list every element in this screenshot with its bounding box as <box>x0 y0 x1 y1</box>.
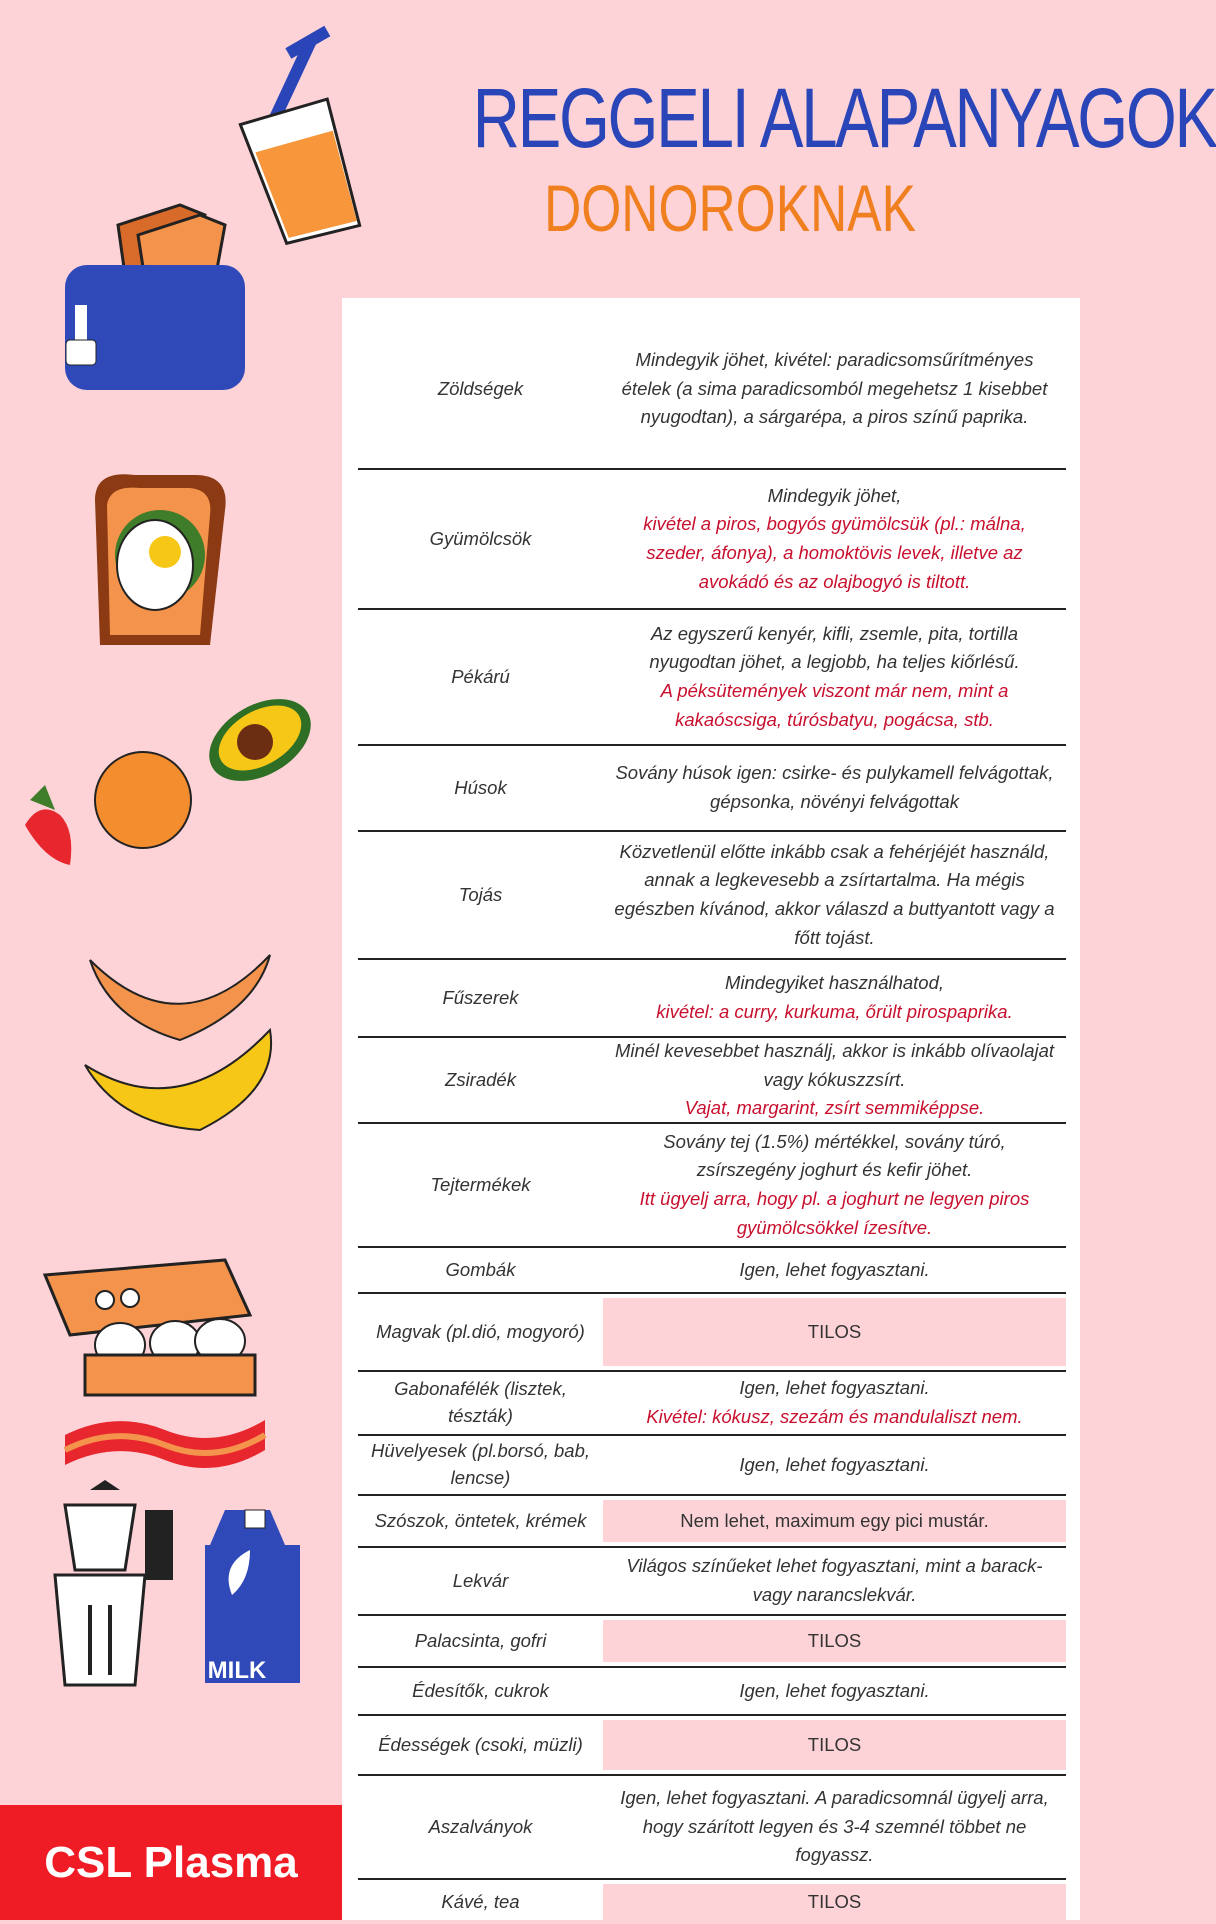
table-row <box>358 1548 1066 1616</box>
row-category: Édesítők, cukrok <box>412 1679 549 1701</box>
milk-carton-illustration <box>190 1505 305 1685</box>
row-description <box>603 1776 1066 1878</box>
row-description <box>603 1436 1066 1494</box>
row-description <box>603 470 1066 608</box>
table-row <box>358 310 1066 470</box>
row-text: Mindegyik jöhet, <box>767 484 902 506</box>
row-description <box>603 1298 1066 1366</box>
row-description <box>603 1720 1066 1770</box>
row-text: Igen, lehet fogyasztani. A paradicsomnál ügyelj arra, hogy szárított legyen és 3-4 szemnél többet ne fogyassz. <box>620 1786 1049 1866</box>
row-category: Aszalványok <box>428 1815 533 1837</box>
row-text: TILOS <box>807 1320 862 1342</box>
row-text: Mindegyiket használhatod, <box>724 972 945 994</box>
row-category: Palacsinta, gofri <box>414 1629 547 1651</box>
row-text: Nem lehet, maximum egy pici mustár. <box>680 1509 989 1531</box>
table-row <box>358 1880 1066 1924</box>
row-text: Igen, lehet fogyasztani. <box>739 1679 930 1701</box>
row-category: Tejtermékek <box>430 1173 531 1195</box>
row-description <box>603 1884 1066 1920</box>
table-row <box>358 1294 1066 1372</box>
table-row <box>358 1248 1066 1294</box>
milk-carton-label: MILK <box>207 1657 267 1684</box>
row-description <box>603 1500 1066 1542</box>
table-row <box>358 1616 1066 1668</box>
brand-logo: CSL Plasma <box>0 1805 342 1920</box>
row-category: Pékárú <box>451 665 510 687</box>
row-warning: kivétel: a curry, kurkuma, őrült pirospaprika. <box>656 1001 1013 1022</box>
row-text: Mindegyik jöhet, kivétel: paradicsomsűrítményes ételek (a sima paradicsomból megehetsz 1 kisebbet nyugodtan), a sárgarépa, a piros színű paprika. <box>621 348 1048 428</box>
row-text: TILOS <box>807 1733 862 1755</box>
row-category: Gabonafélék (lisztek, tészták) <box>394 1378 567 1426</box>
row-category: Gyümölcsök <box>429 527 532 549</box>
row-text: Közvetlenül előtte inkább csak a fehérjéjét használd, annak a legkevesebb a zsírtartalma. Ha mégis egészben kívánod, akkor válaszd a buttyantott vagy a főtt tojást. <box>614 840 1055 948</box>
table-row <box>358 610 1066 746</box>
row-category: Zsiradék <box>445 1068 516 1090</box>
row-description <box>603 1248 1066 1292</box>
bacon-illustration <box>60 1405 270 1480</box>
table-row <box>358 960 1066 1038</box>
table-row <box>358 1436 1066 1496</box>
row-text: TILOS <box>807 1890 862 1912</box>
croissant-banana-illustration <box>80 940 290 1140</box>
row-text: TILOS <box>807 1629 862 1651</box>
fruits-illustration <box>15 690 315 870</box>
table-row <box>358 1668 1066 1716</box>
table-row <box>358 1776 1066 1880</box>
row-category: Gombák <box>445 1258 516 1280</box>
row-description <box>603 1668 1066 1714</box>
table-row <box>358 1496 1066 1548</box>
row-description <box>603 746 1066 830</box>
egg-carton-illustration <box>40 1255 270 1400</box>
row-description <box>603 832 1066 958</box>
toaster-illustration <box>30 195 260 395</box>
moka-pot-illustration <box>35 1475 185 1690</box>
row-warning: Vajat, margarint, zsírt semmiképpse. <box>684 1097 985 1119</box>
table-row <box>358 1038 1066 1124</box>
row-description <box>603 1548 1066 1614</box>
row-text: Sovány tej (1.5%) mértékkel, sovány túró, zsírszegény joghurt és kefir jöhet. <box>663 1130 1006 1181</box>
row-description <box>603 1372 1066 1434</box>
table-row <box>358 832 1066 960</box>
row-warning: Itt ügyelj arra, hogy pl. a joghurt ne legyen piros gyümölcsökkel ízesítve. <box>639 1188 1030 1238</box>
row-description <box>603 610 1066 744</box>
page-subtitle: DONOROKNAK <box>544 171 916 245</box>
row-category: Hüvelyesek (pl.borsó, bab, lencse) <box>370 1440 591 1488</box>
row-description <box>603 1038 1066 1122</box>
row-category: Édességek (csoki, müzli) <box>378 1733 583 1755</box>
ingredients-table <box>358 310 1066 1924</box>
row-category: Fűszerek <box>442 986 519 1008</box>
row-warning: kivétel a piros, bogyós gyümölcsük (pl.: málna, szeder, áfonya), a homoktövis levek, illetve az avokádó és az olajbogyó is tiltott. <box>643 513 1026 592</box>
table-row <box>358 1372 1066 1436</box>
table-row <box>358 746 1066 832</box>
row-warning: Kivétel: kókusz, szezám és mandulaliszt nem. <box>646 1406 1023 1427</box>
row-category: Zöldségek <box>437 377 524 399</box>
row-text: Igen, lehet fogyasztani. <box>739 1377 930 1399</box>
row-category: Magvak (pl.dió, mogyoró) <box>376 1320 585 1342</box>
row-category: Lekvár <box>452 1569 509 1591</box>
table-row <box>358 1716 1066 1776</box>
row-text: Igen, lehet fogyasztani. <box>739 1258 930 1280</box>
row-text: Az egyszerű kenyér, kifli, zsemle, pita, tortilla nyugodtan jöhet, a legjobb, ha teljes kiőrlésű. <box>649 622 1020 673</box>
row-description <box>603 1124 1066 1246</box>
row-text: Igen, lehet fogyasztani. <box>739 1453 930 1475</box>
row-text: Világos színűeket lehet fogyasztani, mint a barack- vagy narancslekvár. <box>626 1555 1043 1605</box>
row-warning: A péksütemények viszont már nem, mint a kakaóscsiga, túrósbatyu, pogácsa, stb. <box>660 680 1009 730</box>
row-category: Tojás <box>458 883 503 905</box>
row-description <box>603 1620 1066 1662</box>
row-category: Kávé, tea <box>441 1890 520 1912</box>
table-row <box>358 470 1066 610</box>
row-category: Húsok <box>454 776 507 798</box>
table-row <box>358 1124 1066 1248</box>
avocado-toast-illustration <box>85 470 235 650</box>
row-category: Szószok, öntetek, krémek <box>374 1509 587 1531</box>
row-text: Minél kevesebbet használj, akkor is inkább olívaolajat vagy kókuszzsírt. <box>614 1040 1055 1090</box>
row-description <box>603 310 1066 468</box>
row-description <box>603 960 1066 1036</box>
page-title: REGGELI ALAPANYAGOK <box>472 71 1216 165</box>
row-text: Sovány húsok igen: csirke- és pulykamell felvágottak, gépsonka, növényi felvágottak <box>615 762 1054 812</box>
